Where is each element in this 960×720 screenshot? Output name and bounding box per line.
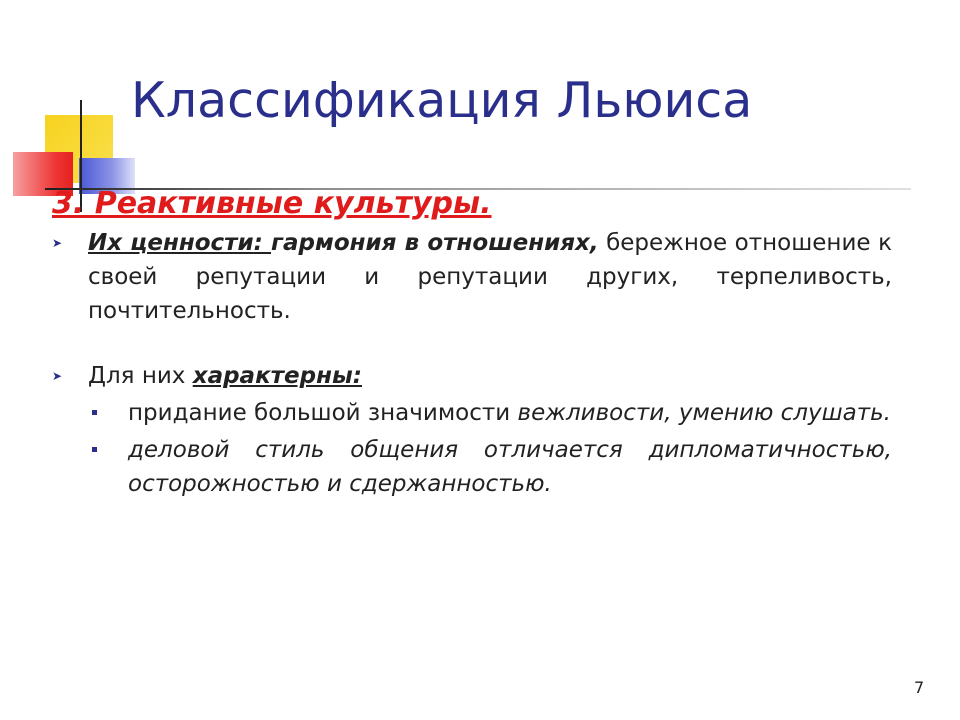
- sub-bullet-politeness: [48, 396, 892, 430]
- bullet-values: [48, 226, 892, 328]
- square-bullet-icon: [92, 447, 97, 452]
- values-highlight: гармония в отношениях,: [271, 230, 599, 256]
- slide-subtitle: 3. Реактивные культуры.: [52, 186, 492, 221]
- bullet-characteristic: [48, 359, 892, 393]
- square-bullet-icon: [92, 410, 97, 415]
- characteristic-emphasis: характерны:: [192, 363, 362, 389]
- slide-content: [48, 226, 892, 501]
- page-number: 7: [914, 678, 925, 697]
- sub-bullet-business-style: [48, 433, 892, 501]
- business-style-text: деловой стиль общения отличается дипломатичностью, осторожностью и сдержанностью.: [128, 437, 892, 497]
- values-text: бережное отношение к своей репутации и репутации других, терпеливость, почтительность.: [88, 230, 892, 324]
- slide-title: Классификация Льюиса: [131, 72, 753, 129]
- politeness-plain: придание большой значимости: [128, 400, 518, 426]
- arrow-bullet-icon: ➤: [52, 236, 63, 250]
- values-label: Их ценности: [88, 230, 254, 256]
- politeness-italic: вежливости, умению слушать.: [517, 400, 891, 426]
- characteristic-prefix: Для них: [88, 363, 193, 389]
- arrow-bullet-icon: ➤: [52, 369, 63, 383]
- values-colon: :: [253, 230, 272, 256]
